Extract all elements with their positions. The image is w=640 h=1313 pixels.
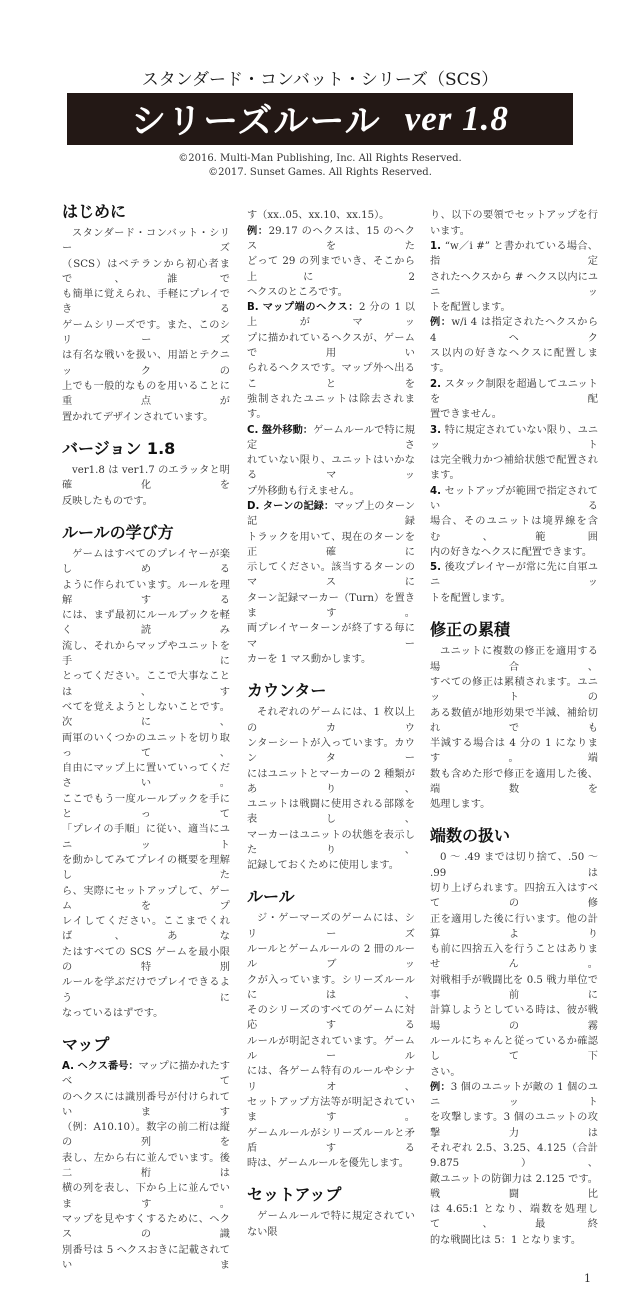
item-label: C. 盤外移動： — [247, 424, 314, 436]
line-text: は完全戦力かつ補給状態で配置されます。 — [430, 455, 598, 482]
text-line — [430, 1003, 598, 1034]
line-text: 両軍のいくつかのユニットを切り取って、 — [62, 732, 230, 759]
line-text: ゲームはすべてのプレイヤーが楽しめる — [62, 549, 230, 576]
text-line — [247, 621, 415, 652]
item-label: A. ヘクス番号： — [62, 1061, 139, 1072]
line-text: 内の好きなヘクスに配置できます。 — [430, 546, 593, 558]
text-line — [247, 300, 415, 331]
text-line — [62, 547, 230, 578]
line-text: 半減する場合は 4 分の 1 になります。端 — [430, 738, 598, 765]
line-text: 置できません。 — [430, 409, 502, 421]
text-line — [430, 850, 598, 881]
line-text: なっているはずです。 — [62, 1007, 164, 1019]
text-line — [430, 912, 598, 943]
line-text: ルールとゲームルールの 2 冊のルールブッ — [247, 943, 415, 971]
text-line — [62, 1120, 230, 1151]
line-text: 対戦相手が戦闘比を 0.5 戦力単位で事前に — [430, 974, 598, 1002]
item-label: B. マップ端のヘクス： — [247, 302, 359, 314]
text-line — [430, 1202, 598, 1233]
section-body — [62, 547, 230, 1021]
item-label: 例： — [247, 225, 269, 237]
line-text: それぞれのゲームには、1 枚以上のカウ — [247, 707, 415, 734]
section-heading: はじめに — [62, 202, 127, 221]
text-line — [430, 1034, 598, 1065]
line-text: ように作られています。ルールを理解する — [62, 579, 230, 606]
line-text: セットアップ方法等が明記されています。 — [247, 1096, 415, 1124]
text-line — [247, 423, 415, 454]
line-text: ルールにちゃんと従っているか確認して下 — [430, 1035, 598, 1063]
text-line — [62, 1212, 230, 1243]
text-line — [430, 591, 598, 606]
text-line — [247, 911, 415, 942]
text-line — [62, 975, 230, 1006]
text-line — [62, 494, 230, 509]
line-text: 自由にマップ上に置いていってください。 — [62, 763, 230, 790]
text-line — [247, 331, 415, 362]
text-line — [247, 705, 415, 736]
text-line — [62, 578, 230, 609]
line-text: トを配置します。 — [430, 302, 511, 314]
text-line — [62, 792, 230, 823]
line-text: り、以下の要領でセットアップを行います。 — [430, 210, 598, 237]
line-text: 両プレイヤーターンが終了する毎にマー — [247, 623, 415, 650]
line-text: “w／i #” と書かれている場合、指定 — [430, 240, 598, 268]
line-text: べてを覚えようとしないことです。次に、 — [62, 701, 230, 729]
line-text: ユニットは戦闘に使用される部隊を表し、 — [247, 799, 415, 826]
line-text: トを配置します。 — [430, 592, 511, 604]
text-line — [430, 942, 598, 973]
line-text: スタック制限を超過してユニットを配 — [430, 378, 598, 405]
text-line — [247, 973, 415, 1004]
line-text: も簡単に覚えられ、手軽にプレイできる — [62, 289, 230, 316]
section-body — [247, 1209, 415, 1240]
text-line — [247, 499, 415, 530]
line-text: マップを見やすくするために、ヘクスの識 — [62, 1213, 230, 1241]
text-line — [247, 361, 415, 392]
line-text: マーカーはユニットの状態を表示したり、 — [247, 829, 415, 857]
line-text: 強制されたユニットは除去されます。 — [247, 393, 415, 421]
line-text: 数も含めた形で修正を適用した後、端数を — [430, 768, 598, 796]
line-text: どって 29 の列までいき、そこから上に 2 — [247, 256, 415, 283]
text-line — [247, 828, 415, 859]
text-line — [247, 736, 415, 767]
line-text: プに描かれているヘクスが、ゲームで用い — [247, 332, 415, 360]
text-line — [62, 463, 230, 494]
text-line — [247, 224, 415, 255]
text-line — [62, 410, 230, 425]
text-line — [62, 669, 230, 700]
section-body — [62, 463, 230, 509]
text-line — [430, 346, 598, 377]
line-text: 上でも一般的なものを用いることに重点が — [62, 380, 230, 408]
section-heading: バージョン 1.8 — [62, 439, 176, 458]
line-text: 記録しておくために使用します。 — [247, 860, 399, 872]
text-line — [430, 881, 598, 912]
line-text: ヘクスのところです。 — [247, 286, 348, 298]
text-line — [430, 560, 598, 591]
text-line — [247, 530, 415, 561]
line-text: 29.17 のヘクスは、15 のヘクスをた — [247, 225, 415, 252]
line-text: （例：A10.10）。数字の前二桁は縦の列を — [62, 1122, 230, 1149]
line-text: さい。 — [430, 1066, 461, 1078]
text-line — [62, 1181, 230, 1212]
text-line — [62, 822, 230, 853]
line-text: は有名な戦いを扱い、用語とテクニックの — [62, 350, 230, 377]
text-line — [247, 1209, 415, 1240]
line-text: られるヘクスです。マップ外へ出ることを — [247, 363, 415, 390]
line-text: ゲームルールで特に規定さ — [247, 424, 415, 451]
text-line — [247, 453, 415, 484]
line-text: すべての修正は累積されます。ユニットの — [430, 676, 598, 704]
line-text: 反映したものです。 — [62, 495, 153, 507]
text-line — [247, 392, 415, 423]
text-line — [62, 853, 230, 884]
copyright-line: ©2016. Multi-Man Publishing, Inc. All Rights Reserved. — [178, 153, 462, 164]
line-text: セットアップが範囲で指定されている — [430, 485, 598, 512]
section-body — [430, 208, 598, 606]
item-label: 例： — [430, 1081, 451, 1093]
line-text: 場合、そのユニットは境界線を含む、範囲 — [430, 516, 598, 543]
text-line — [247, 942, 415, 973]
text-line — [247, 1126, 415, 1157]
text-line — [62, 287, 230, 318]
text-line — [430, 407, 598, 422]
section-body — [247, 911, 415, 1171]
line-text: 後攻プレイヤーが常に先に自軍ユニッ — [430, 562, 598, 589]
text-line — [430, 767, 598, 798]
line-text: ゲームルールがシリーズルールと矛盾する — [247, 1127, 415, 1154]
text-line — [430, 208, 598, 239]
text-line — [430, 736, 598, 767]
text-line — [430, 1065, 598, 1080]
text-line — [430, 453, 598, 484]
text-line — [247, 797, 415, 828]
line-text: 敵ユニットの防御力は 2.125 です。戦闘比 — [430, 1173, 598, 1200]
line-text: ンターシートが入っています。カウンター — [247, 737, 415, 765]
text-line — [62, 884, 230, 915]
text-line — [62, 1090, 230, 1121]
line-text: マップに描かれたすべて — [62, 1061, 230, 1088]
text-line — [247, 1034, 415, 1065]
item-label: 3. — [430, 424, 445, 436]
page-number: 1 — [584, 1272, 591, 1285]
text-line — [62, 731, 230, 762]
section-heading: 修正の累積 — [430, 620, 511, 640]
line-text: 表し、左から右に並んでいます。後二桁は — [62, 1152, 230, 1180]
text-line — [430, 973, 598, 1004]
text-line — [430, 315, 598, 346]
copyright-line: ©2017. Sunset Games. All Rights Reserved. — [208, 167, 432, 178]
line-text: のヘクスには識別番号が付けられています — [62, 1091, 230, 1118]
text-line — [430, 797, 598, 812]
text-line — [430, 644, 598, 675]
item-label: 2. — [430, 378, 445, 390]
section-body — [430, 850, 598, 1248]
line-text: 時は、ゲームルールを優先します。 — [247, 1158, 409, 1170]
text-line — [62, 639, 230, 670]
text-line — [430, 1141, 598, 1172]
text-line — [430, 706, 598, 737]
item-label: 1. — [430, 240, 445, 252]
item-label: 例： — [430, 317, 452, 329]
line-text: れていない限り、ユニットはいかなるマッ — [247, 455, 415, 482]
line-text: そのシリーズのすべてのゲームに対応する — [247, 1005, 415, 1032]
line-text: ら、実際にセットアップして、ゲームをプ — [62, 885, 230, 912]
text-line — [247, 1095, 415, 1126]
line-text: それぞれ 2.5、3.25、4.125（合計 9.875）、 — [430, 1142, 598, 1170]
text-line — [62, 700, 230, 731]
line-text: には、まず最初にルールブックを軽く読み — [62, 610, 230, 637]
text-line — [247, 208, 415, 223]
text-line — [430, 239, 598, 270]
text-line — [430, 514, 598, 545]
line-text: 切り上げられます。四捨五入はすべての修 — [430, 882, 598, 910]
item-label: D. ターンの記録： — [247, 500, 335, 512]
text-line — [247, 1156, 415, 1171]
line-text: スタンダード・コンバット・シリーズ — [62, 228, 230, 255]
text-line — [430, 675, 598, 706]
section-heading: セットアップ — [247, 1185, 342, 1205]
section-heading: 端数の扱い — [430, 826, 511, 846]
line-text: ゲームルールで特に規定されていない限 — [247, 1211, 415, 1238]
text-line — [247, 484, 415, 499]
text-line — [62, 1006, 230, 1021]
line-text: ルールを学ぶだけでプレイできるように — [62, 977, 230, 1004]
text-line — [62, 914, 230, 945]
text-line — [62, 257, 230, 288]
line-text: 別番号は 5 ヘクスおきに記載されていま — [62, 1244, 230, 1271]
line-text: レイしてください。ここまでくれば、あな — [62, 916, 230, 943]
text-line — [62, 1151, 230, 1182]
section-heading: ルール — [247, 887, 295, 907]
text-line — [430, 484, 598, 515]
line-text: 処理します。 — [430, 799, 491, 811]
line-text: とってください。ここで大事なことは、す — [62, 671, 230, 698]
text-line — [430, 300, 598, 315]
line-text: も前に四捨五入を行うことはありません。 — [430, 944, 598, 971]
text-line — [247, 1064, 415, 1095]
line-text: 正を適用した後に行います。他の計算より — [430, 913, 598, 940]
line-text: されたヘクスから # ヘクス以内にユニッ — [430, 271, 598, 298]
text-line — [62, 379, 230, 410]
section-body — [247, 208, 415, 667]
text-line — [430, 1233, 598, 1248]
line-text: ス以内の好きなヘクスに配置します。 — [430, 348, 598, 375]
text-line — [62, 1059, 230, 1090]
line-text: （SCS）はベテランから初心者まで、誰で — [62, 258, 230, 285]
line-text: 的な戦闘比は 5：1 となります。 — [430, 1234, 582, 1246]
line-text: 0 〜 .49 までは切り捨て、.50 〜 .99 は — [430, 852, 598, 879]
line-text: ルールが明記されています。ゲームルール — [247, 1035, 415, 1063]
text-line — [62, 226, 230, 257]
section-body — [62, 226, 230, 425]
text-line — [62, 761, 230, 792]
line-text: プ外移動も行えません。 — [247, 485, 360, 497]
text-line — [62, 348, 230, 379]
text-line — [430, 545, 598, 560]
line-text: ターン記録マーカー（Turn）を置きます。 — [247, 592, 415, 620]
line-text: ここでもう一度ルールブックを手にとって — [62, 793, 230, 821]
line-text: ゲームシリーズです。また、このシリーズ — [62, 319, 230, 347]
text-line — [247, 858, 415, 873]
text-line — [247, 652, 415, 667]
line-text: す（xx..05、xx.10、xx.15）。 — [247, 210, 390, 222]
text-line — [247, 254, 415, 285]
line-text: ある数値が地形効果で半減、補給切れでも — [430, 707, 598, 734]
section-heading: カウンター — [247, 681, 327, 701]
text-line — [430, 1080, 598, 1111]
text-line — [430, 1110, 598, 1141]
line-text: トラックを用いて、現在のターンを正確に — [247, 531, 415, 558]
item-label: 5. — [430, 562, 445, 574]
line-text: w/i 4 は指定されたヘクスから 4 ヘク — [430, 317, 599, 344]
page-title: シリーズルール — [131, 101, 381, 142]
line-text: 「プレイの手順」に従い、適当にユニット — [62, 824, 230, 851]
line-text: 流し、それからマップやユニットを手に — [62, 640, 230, 668]
line-text: は 4.65:1 となり、端数を処理して、最終 — [430, 1204, 598, 1231]
version-label: ver 1.8 — [404, 99, 509, 138]
line-text: ユニットに複数の修正を適用する場合、 — [430, 646, 598, 673]
line-text: 横の列を表し、下から上に並んでいます。 — [62, 1183, 230, 1210]
line-text: 2 分の 1 以上がマッ — [247, 302, 415, 329]
line-text: を動かしてみてプレイの概要を理解した — [62, 854, 230, 882]
line-text: 特に規定されていない限り、ユニット — [430, 424, 599, 451]
item-label: 4. — [430, 485, 445, 497]
text-line — [247, 560, 415, 591]
text-line — [247, 591, 415, 622]
line-text: 示してください。該当するターンのマスに — [247, 562, 415, 589]
title-banner — [67, 93, 573, 145]
line-text: 計算しようとしている時は、彼が戦場の霧 — [430, 1005, 598, 1032]
line-text: たはすべての SCS ゲームを最小限の特別 — [62, 946, 230, 974]
section-heading: マップ — [62, 1035, 110, 1054]
text-line — [62, 608, 230, 639]
line-text: にはユニットとマーカーの 2 種類があり、 — [247, 768, 415, 795]
text-line — [62, 945, 230, 976]
section-body — [430, 644, 598, 812]
text-line — [430, 1172, 598, 1203]
text-line — [247, 285, 415, 300]
line-text: を攻撃します。3 個のユニットの攻撃力は — [430, 1112, 598, 1139]
section-body — [247, 705, 415, 873]
series-name: スタンダード・コンバット・シリーズ（SCS） — [141, 70, 499, 90]
line-text: ジ・ゲーマーズのゲームには、シリーズ — [247, 913, 415, 940]
text-line — [62, 318, 230, 349]
section-heading: ルールの学び方 — [62, 523, 174, 542]
text-line — [430, 377, 598, 408]
text-line — [430, 423, 598, 454]
text-line — [62, 1243, 230, 1274]
line-text: 置かれてデザインされています。 — [62, 411, 214, 423]
line-text: 3 個のユニットが敵の 1 個のユニット — [430, 1081, 598, 1109]
line-text: カーを 1 マス動かします。 — [247, 653, 372, 665]
line-text: クが入っています。シリーズルールには、 — [247, 974, 415, 1001]
line-text: ver1.8 は ver1.7 のエラッタと明確化を — [62, 465, 230, 492]
line-text: には、各ゲーム特有のルールやシナリオ、 — [247, 1066, 415, 1093]
section-body — [62, 1059, 230, 1273]
line-text: マップ上のターン記録 — [247, 500, 416, 528]
text-line — [247, 1003, 415, 1034]
text-line — [430, 270, 598, 301]
text-line — [247, 767, 415, 798]
